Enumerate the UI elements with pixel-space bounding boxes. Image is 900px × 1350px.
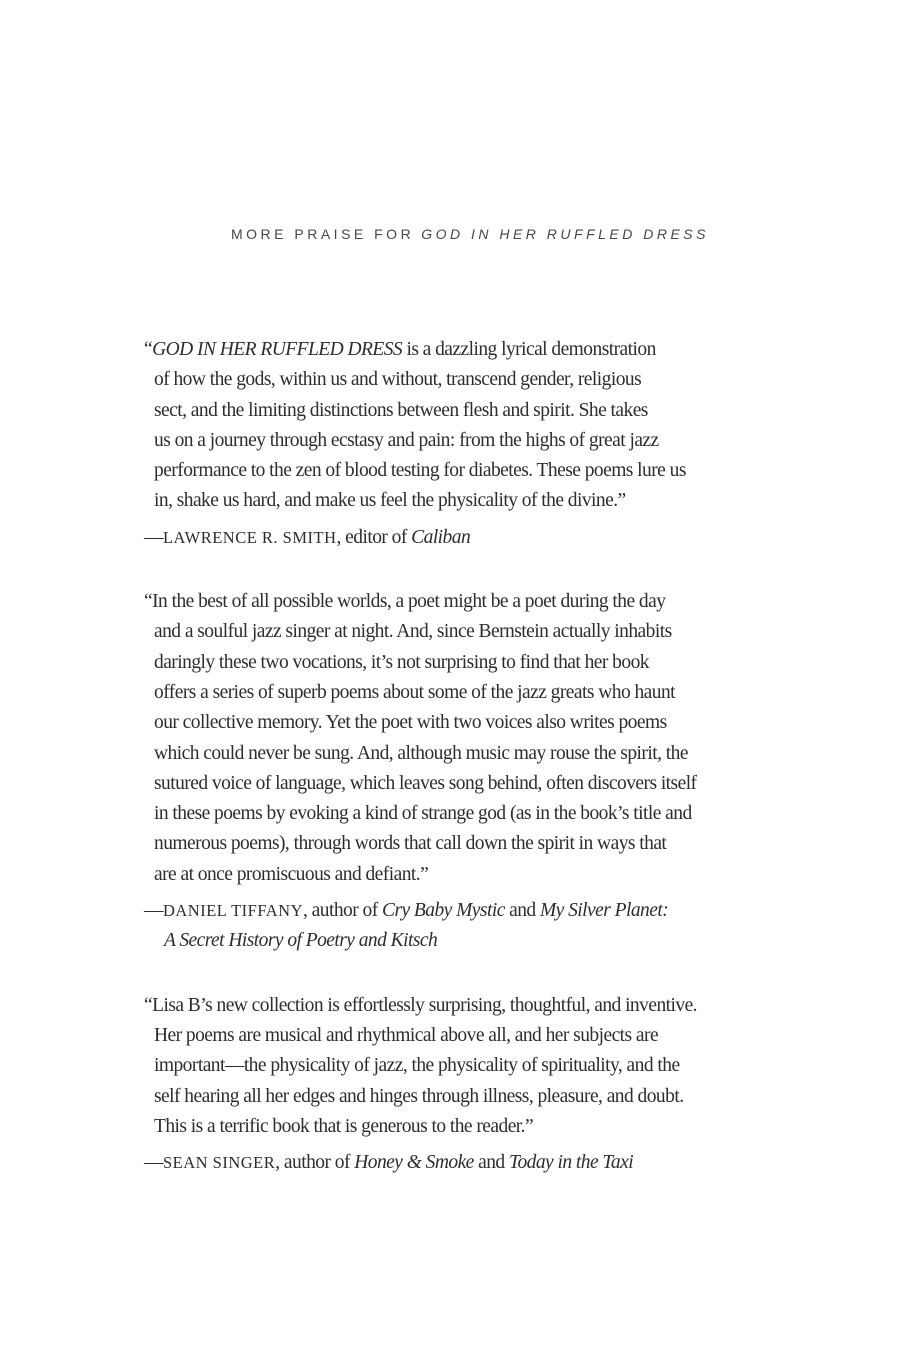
text-run: sect, and the limiting distinctions between flesh and spirit. She takes [154, 399, 648, 421]
praise-blurbs [144, 335, 844, 1212]
quote-line [154, 426, 844, 456]
text-run: performance to the zen of blood testing for diabetes. These poems lure us [154, 460, 686, 482]
italic-text-run: Cry Baby Mystic [382, 900, 505, 922]
text-run: and [473, 1152, 509, 1174]
quote-line [154, 678, 844, 708]
person-name-caps: SEAN SINGER [162, 1153, 276, 1173]
text-run: are at once promiscuous and defiant.” [154, 863, 429, 885]
text-run: important—the physicality of jazz, the physicality of spirituality, and the [154, 1055, 680, 1077]
text-run: offers a series of superb poems about some of the jazz greats who haunt [154, 681, 676, 703]
quote-line [154, 739, 844, 769]
quote-line [154, 799, 844, 829]
person-name-caps: LAWRENCE R. SMITH [162, 527, 337, 547]
page-title-book-name: GOD IN HER RUFFLED DRESS [421, 226, 709, 242]
quote-line [154, 769, 844, 799]
text-run: “In the best of all possible worlds, a poet might be a poet during the day [144, 591, 666, 613]
text-run: and a soulful jazz singer at night. And, since Bernstein actually inhabits [154, 621, 672, 643]
quote-line [144, 587, 844, 617]
text-run: daringly these two vocations, it’s not surprising to find that her book [154, 651, 649, 673]
page-title [144, 226, 796, 242]
italic-text-run: Today in the Taxi [508, 1152, 634, 1174]
text-run: of how the gods, within us and without, transcend gender, religious [154, 369, 642, 391]
text-run: our collective memory. Yet the poet with two voices also writes poems [154, 712, 667, 734]
blurb-attribution [144, 896, 844, 957]
text-run: is a dazzling lyrical demonstration [402, 339, 656, 360]
italic-text-run: Honey & Smoke [354, 1152, 474, 1174]
blurb-quote [144, 991, 844, 1142]
text-run: — [144, 526, 163, 548]
quote-line [154, 829, 844, 859]
quote-line [154, 396, 844, 426]
text-run: us on a journey through ecstasy and pain: from the highs of great jazz [154, 429, 659, 451]
text-run: sutured voice of language, which leaves song behind, often discovers itself [154, 772, 697, 794]
italic-text-run: A Secret History of Poetry and Kitsch [164, 930, 438, 952]
blurb-quote [144, 587, 844, 890]
italic-text-run: Caliban [411, 526, 471, 548]
text-run: Her poems are musical and rhythmical above all, and her subjects are [154, 1024, 659, 1046]
quote-line [154, 860, 844, 890]
quote-line [154, 648, 844, 678]
text-run: numerous poems), through words that call down the spirit in ways that [154, 833, 667, 855]
quote-line [154, 1051, 844, 1081]
page-title-prefix: MORE PRAISE FOR [231, 226, 415, 242]
quote-line [154, 365, 844, 395]
attribution-line [144, 896, 844, 926]
text-run: This is a terrific book that is generous to the reader.” [154, 1115, 534, 1137]
text-run: in these poems by evoking a kind of strange god (as in the book’s title and [154, 803, 692, 825]
quote-line [154, 1112, 844, 1142]
quote-line [154, 617, 844, 647]
text-run: , editor of [336, 526, 412, 548]
quote-line [154, 456, 844, 486]
text-run: “Lisa B’s new collection is effortlessly surprising, thoughtful, and inventive. [144, 994, 698, 1016]
quote-line [154, 1082, 844, 1112]
quote-line [154, 708, 844, 738]
quote-line [144, 991, 844, 1021]
quote-line [144, 335, 844, 365]
blurb-attribution [144, 1148, 844, 1178]
text-run: , author of [275, 1152, 355, 1174]
italic-text-run: My Silver Planet: [539, 900, 669, 922]
blurb-attribution [144, 523, 844, 553]
quote-line [154, 486, 844, 516]
text-run: — [144, 1152, 163, 1174]
attribution-line [144, 1148, 844, 1178]
text-run: and [504, 900, 540, 922]
text-run: , author of [303, 900, 382, 922]
person-name-caps: DANIEL TIFFANY [162, 901, 304, 921]
text-run: — [144, 900, 163, 922]
attribution-line [144, 926, 844, 956]
attribution-line [144, 523, 844, 553]
blurb-quote [144, 335, 844, 517]
italic-text-run: GOD IN HER RUFFLED DRESS [152, 339, 403, 360]
text-run: self hearing all her edges and hinges through illness, pleasure, and doubt. [154, 1085, 684, 1107]
quote-line [154, 1021, 844, 1051]
text-run: which could never be sung. And, although music may rouse the spirit, the [154, 742, 688, 764]
text-run: in, shake us hard, and make us feel the physicality of the divine.” [154, 490, 626, 512]
text-run: “ [144, 339, 153, 360]
